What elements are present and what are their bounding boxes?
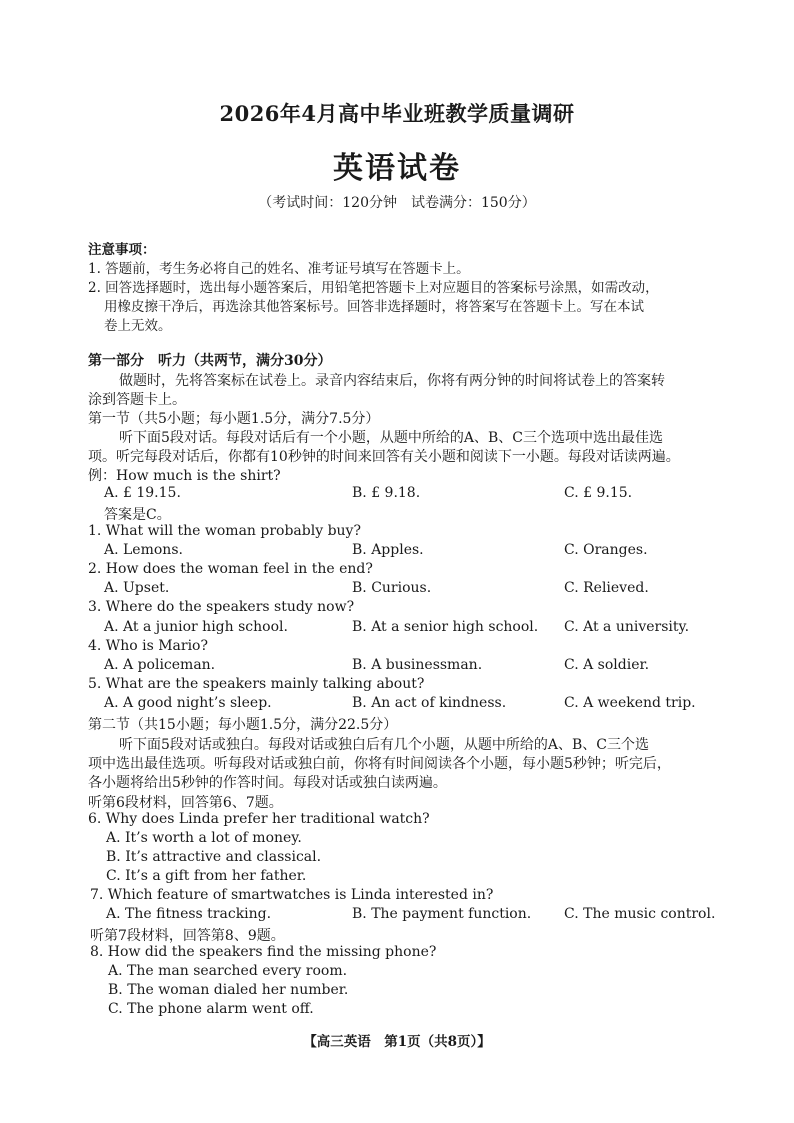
example-option-a: A. £ 19.15.: [104, 485, 181, 501]
note-item-2-line-2: 用橡皮擦干净后，再选涂其他答案标号。回答非选择题时，将答案写在答题卡上。写在本试: [104, 299, 644, 315]
question-4: 4. Who is Mario?: [88, 638, 208, 654]
question-4-option-a: A. A policeman.: [104, 657, 216, 673]
question-4-option-c: C. A soldier.: [564, 657, 650, 673]
section1-heading: 第一节（共5小题；每小题1.5分，满分7.5分）: [88, 411, 380, 427]
section2-heading: 第二节（共15小题；每小题1.5分，满分22.5分）: [88, 717, 398, 733]
section2-instr-line-3: 各小题将给出5秒钟的作答时间。每段对话或独白读两遍。: [88, 775, 447, 791]
question-6-option-c: C. It’s a gift from her father.: [106, 868, 307, 884]
part1-heading: 第一部分 听力（共两节，满分30分）: [88, 353, 332, 369]
part1-intro-line-1: 做题时，先将答案标在试卷上。录音内容结束后，你将有两分钟的时间将试卷上的答案转: [119, 373, 665, 389]
question-3: 3. Where do the speakers study now?: [88, 599, 355, 615]
question-7: 7. Which feature of smartwatches is Linda interested in?: [90, 887, 494, 903]
exam-title: 2026年4月高中毕业班教学质量调研: [219, 101, 575, 126]
question-3-option-a: A. At a junior high school.: [104, 619, 288, 635]
section1-instr-line-2: 项。听完每段对话后，你都有10秒钟的时间来回答有关小题和阅读下一小题。每段对话读两遍。: [88, 449, 680, 465]
material-6-label: 听第6段材料，回答第6、7题。: [88, 795, 283, 811]
note-item-2-line-1: 2. 回答选择题时，选出每小题答案后，用铅笔把答题卡上对应题目的答案标号涂黑，如需改动，: [88, 280, 659, 296]
question-7-option-a: A. The fitness tracking.: [106, 906, 272, 922]
question-1-option-b: B. Apples.: [352, 542, 424, 558]
question-2-option-a: A. Upset.: [104, 580, 170, 596]
part1-intro-line-2: 涂到答题卡上。: [88, 392, 186, 408]
example-answer: 答案是C。: [104, 507, 171, 523]
notes-heading: 注意事项：: [88, 242, 156, 258]
question-2: 2. How does the woman feel in the end?: [88, 561, 373, 577]
example-question: 例：How much is the shirt?: [88, 468, 281, 484]
question-8-option-c: C. The phone alarm went off.: [108, 1001, 314, 1017]
section1-instr-line-1: 听下面5段对话。每段对话后有一个小题，从题中所给的A、B、C三个选项中选出最佳选: [119, 430, 664, 446]
question-5: 5. What are the speakers mainly talking about?: [88, 676, 425, 692]
question-6: 6. Why does Linda prefer her traditional watch?: [88, 811, 430, 827]
question-1: 1. What will the woman probably buy?: [88, 523, 361, 539]
question-3-option-c: C. At a university.: [564, 619, 690, 635]
question-5-option-a: A. A good night’s sleep.: [104, 695, 272, 711]
question-4-option-b: B. A businessman.: [352, 657, 483, 673]
page-footer: 【高三英语 第1页（共8页）】: [303, 1034, 491, 1050]
question-7-option-b: B. The payment function.: [352, 906, 532, 922]
example-option-c: C. £ 9.15.: [564, 485, 633, 501]
material-7-label: 听第7段材料，回答第8、9题。: [90, 928, 285, 944]
question-6-option-a: A. It’s worth a lot of money.: [106, 830, 302, 846]
question-5-option-b: B. An act of kindness.: [352, 695, 507, 711]
question-5-option-c: C. A weekend trip.: [564, 695, 696, 711]
example-option-b: B. £ 9.18.: [352, 485, 421, 501]
question-6-option-b: B. It’s attractive and classical.: [106, 849, 322, 865]
question-8: 8. How did the speakers find the missing phone?: [90, 944, 437, 960]
question-2-option-c: C. Relieved.: [564, 580, 649, 596]
subject-title: 英语试卷: [333, 151, 461, 186]
question-3-option-b: B. At a senior high school.: [352, 619, 539, 635]
question-1-option-c: C. Oranges.: [564, 542, 648, 558]
question-1-option-a: A. Lemons.: [104, 542, 183, 558]
section2-instr-line-2: 项中选出最佳选项。听每段对话或独白前，你将有时间阅读各个小题，每小题5秒钟；听完后，: [88, 756, 671, 772]
question-8-option-a: A. The man searched every room.: [108, 963, 348, 979]
section2-instr-line-1: 听下面5段对话或独白。每段对话或独白后有几个小题，从题中所给的A、B、C三个选: [119, 737, 650, 753]
exam-info: （考试时间：120分钟 试卷满分：150分）: [258, 195, 536, 211]
question-8-option-b: B. The woman dialed her number.: [108, 982, 349, 998]
note-item-2-line-3: 卷上无效。: [104, 318, 172, 334]
question-7-option-c: C. The music control.: [564, 906, 716, 922]
question-2-option-b: B. Curious.: [352, 580, 432, 596]
note-item-1: 1. 答题前，考生务必将自己的姓名、准考证号填写在答题卡上。: [88, 261, 470, 277]
